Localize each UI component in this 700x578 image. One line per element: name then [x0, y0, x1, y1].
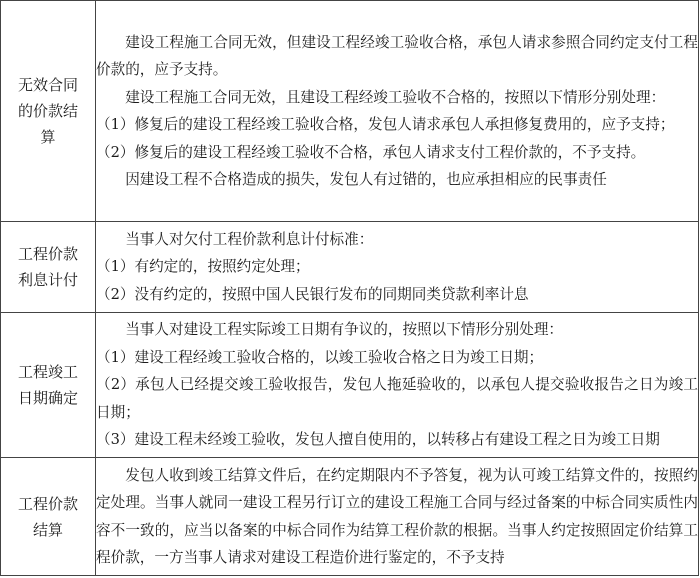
- row-content-cell: [96, 458, 699, 576]
- row-label-cell: [1, 458, 96, 576]
- paragraph: 建设工程施工合同无效，但建设工程经竣工验收合格，承包人请求参照合同约定支付工程价款的，应予支持。: [96, 33, 698, 78]
- table-row-invalid-contract-settlement: [1, 1, 699, 222]
- list-item: （1）建设工程经竣工验收合格的，以竣工验收合格之日为竣工日期；: [96, 348, 544, 366]
- row-label: 无效合同的价款结算: [17, 76, 78, 146]
- list-item: （2）没有约定的，按照中国人民银行发布的同期同类贷款利率计息: [96, 285, 529, 303]
- paragraph: 当事人对建设工程实际竣工日期有争议的，按照以下情形分别处理：: [125, 321, 564, 339]
- list-item: （2）修复后的建设工程经竣工验收不合格，承包人请求支付工程价款的，不予支持。: [96, 143, 646, 161]
- table-row-price-settlement: [1, 458, 699, 576]
- list-item: （1）修复后的建设工程经竣工验收合格，发包人请求承包人承担修复费用的，应予支持；: [96, 116, 675, 133]
- row-label: 工程价款利息计付: [17, 245, 78, 289]
- list-item: （3）建设工程未经竣工验收，发包人擅自使用的，以转移占有建设工程之日为竣工日期: [96, 431, 660, 449]
- row-label-cell: [1, 1, 96, 222]
- row-content-cell: [96, 313, 699, 458]
- table-row-completion-date: [1, 313, 699, 458]
- paragraph: 建设工程施工合同无效，且建设工程经竣工验收不合格的，按照以下情形分别处理：: [125, 88, 666, 106]
- row-label: 工程竣工日期确定: [17, 363, 78, 407]
- row-label-cell: [1, 313, 96, 458]
- paragraph: 因建设工程不合格造成的损失，发包人有过错的，也应承担相应的民事责任: [125, 171, 607, 188]
- paragraph: 当事人对欠付工程价款利息计付标准：: [125, 230, 374, 248]
- table-row-interest-payment: [1, 222, 699, 313]
- row-label-cell: [1, 222, 96, 313]
- paragraph: 发包人收到竣工结算文件后，在约定期限内不予答复，视为认可竣工结算文件的，按照约定处理。当事人就同一建设工程另行订立的建设工程施工合同与经过备案的中标合同实质性内容不一致的，应当以备案的中标合同作为结算工程价款的根据。当事人约定按照固定价结算工程价款，一方当事人请求对建设工程造价进行鉴定的，不予支持: [96, 466, 698, 566]
- row-label: 工程价款结算: [17, 494, 78, 539]
- list-item: （1）有约定的，按照约定处理；: [96, 258, 310, 276]
- row-content-cell: [96, 222, 699, 313]
- list-item: （2）承包人已经提交竣工验收报告，发包人拖延验收的，以承包人提交验收报告之日为竣工日期；: [96, 376, 698, 421]
- row-content-cell: [96, 1, 699, 222]
